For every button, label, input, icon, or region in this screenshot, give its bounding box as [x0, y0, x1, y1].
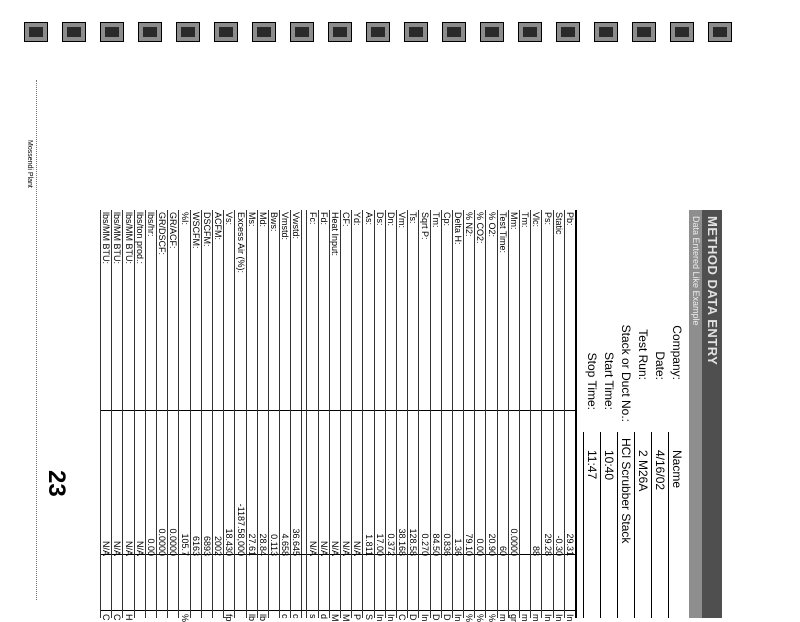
- row-label: Tm:: [430, 212, 441, 228]
- row-unit: D: [430, 614, 441, 621]
- binder-hole: [556, 22, 580, 42]
- company-value: Nacme: [670, 450, 684, 489]
- table-row: [178, 210, 190, 622]
- table-row: [190, 210, 201, 618]
- underline: [600, 432, 601, 618]
- row-label: Static: [553, 212, 564, 235]
- row-label: Vm:: [397, 212, 408, 229]
- table-row: [430, 210, 441, 621]
- row-value: N/A: [112, 540, 123, 556]
- underline: [668, 432, 669, 618]
- row-unit: m: [520, 614, 531, 622]
- table-row: [290, 210, 301, 618]
- row-label: WSCFM:: [190, 212, 201, 249]
- table-row: [201, 210, 212, 618]
- row-label: GR/DSCF:: [157, 212, 168, 256]
- row-label: lbs/ton prod.:: [134, 212, 145, 265]
- table-row: [441, 210, 452, 621]
- row-unit: In: [542, 614, 553, 622]
- row-unit: fp: [224, 614, 235, 622]
- row-label: Fd:: [318, 212, 329, 226]
- row-label: DSCFM:: [202, 212, 212, 247]
- row-unit: In: [565, 614, 575, 622]
- row-label: Yd:: [352, 212, 363, 226]
- underline: [617, 432, 618, 618]
- row-value: 0.0000: [509, 528, 520, 556]
- row-unit: %: [486, 614, 497, 622]
- row-value: 29.31: [565, 533, 575, 556]
- row-value: N/A: [318, 540, 329, 556]
- stack-field: [619, 210, 633, 422]
- table-row: [385, 210, 396, 622]
- row-unit: %: [464, 614, 475, 622]
- row-value: 4.658: [280, 533, 291, 556]
- table-row: [486, 210, 497, 622]
- table-row: [145, 210, 156, 618]
- row-label: Dn:: [386, 212, 396, 227]
- row-unit: lb: [257, 614, 268, 622]
- table-row: [123, 210, 134, 621]
- row-unit: m: [497, 614, 508, 622]
- stack-value: HCl Scrubber Stack: [619, 438, 633, 544]
- binder-hole: [594, 22, 618, 42]
- underline: [634, 432, 635, 618]
- side-note: Mossendi Plant: [26, 140, 33, 188]
- start-time-field: [602, 210, 616, 410]
- sheet-subtitle: Data Entered Like Example: [689, 210, 702, 618]
- table-row: [497, 210, 508, 622]
- row-label: Ps:: [542, 212, 553, 226]
- row-label: Ms:: [246, 212, 257, 227]
- row-label: Vmstd:: [280, 212, 291, 241]
- table-row: [553, 210, 564, 622]
- row-value: N/A: [352, 540, 363, 556]
- row-unit: In: [453, 614, 464, 622]
- row-value: 105.7: [179, 533, 190, 556]
- binder-hole: [708, 22, 732, 42]
- table-row: [246, 210, 257, 622]
- binder-hole: [366, 22, 390, 42]
- binder-hole: [138, 22, 162, 42]
- row-unit: H: [123, 614, 134, 621]
- row-unit: d: [318, 614, 329, 620]
- row-unit: gr: [509, 614, 520, 622]
- binder-hole: [632, 22, 656, 42]
- table-row: [541, 210, 553, 622]
- table-row: [329, 210, 341, 622]
- row-label: Cp:: [441, 212, 452, 227]
- row-value: 2002: [213, 535, 224, 556]
- stop-time-value: 11:47: [585, 450, 599, 480]
- page-number: 23: [43, 470, 70, 497]
- row-value: 0.836: [441, 533, 452, 556]
- row-value: 1.811: [363, 534, 374, 556]
- row-label: As:: [363, 212, 374, 226]
- row-value: N/A: [341, 540, 352, 556]
- row-value: -1187.58,000: [235, 503, 246, 556]
- start-time-value: 10:40: [602, 450, 616, 481]
- table-row: [134, 210, 145, 618]
- row-unit: s: [307, 614, 318, 619]
- table-row: [374, 210, 385, 622]
- binder-holes: [14, 12, 754, 42]
- row-label: Vs:: [224, 212, 235, 226]
- table-row: [508, 210, 520, 622]
- row-unit: c: [280, 614, 291, 619]
- binder-hole: [328, 22, 352, 42]
- row-value: 0.00: [475, 538, 486, 556]
- row-value: 38.168: [397, 528, 408, 556]
- binder-hole: [442, 22, 466, 42]
- row-value: 28.84: [257, 533, 268, 556]
- row-label: Ts:: [408, 212, 419, 224]
- row-unit: C: [101, 614, 112, 621]
- row-unit: %: [179, 614, 190, 622]
- row-label: Heat Input:: [330, 212, 341, 257]
- calculation-table: [100, 210, 577, 622]
- row-label: % CO2:: [475, 212, 486, 244]
- row-label: Tm:: [520, 212, 531, 228]
- table-row: [396, 210, 408, 621]
- table-row: [111, 210, 123, 621]
- row-unit: In: [386, 614, 396, 622]
- row-unit: In: [419, 614, 430, 622]
- row-value: 17.00: [374, 533, 385, 556]
- table-row: [351, 210, 363, 621]
- row-unit: lb: [246, 614, 257, 622]
- table-row: [307, 210, 318, 618]
- row-label: lbs/MM BTU:: [101, 212, 112, 265]
- binder-hole: [24, 22, 48, 42]
- start-time-label: Start Time:: [602, 351, 616, 410]
- row-unit: %: [475, 614, 486, 622]
- binder-hole: [290, 22, 314, 42]
- row-label: % N2:: [464, 212, 475, 237]
- row-unit: C: [112, 614, 123, 621]
- row-unit: m: [531, 614, 542, 622]
- table-row: [362, 210, 374, 621]
- row-value: 18.430: [224, 528, 235, 556]
- row-unit: In: [374, 614, 385, 622]
- row-label: lbs/hr:: [146, 212, 157, 237]
- row-label: lbs/MM BTU:: [112, 212, 123, 265]
- row-label: Sqrt P:: [419, 212, 430, 240]
- row-label: %I:: [179, 212, 190, 226]
- row-value: 60: [497, 545, 508, 556]
- margin-dots: [36, 80, 41, 600]
- row-label: Delta H:: [453, 212, 464, 245]
- row-unit: In: [553, 614, 564, 622]
- table-row: [452, 210, 464, 622]
- row-value: 36.645: [291, 528, 302, 556]
- table-row: [223, 210, 235, 622]
- stop-time-field: [585, 210, 599, 410]
- row-label: Md:: [257, 212, 268, 228]
- binder-hole: [518, 22, 542, 42]
- row-value: N/A: [123, 540, 134, 556]
- row-label: Fc:: [307, 212, 318, 225]
- row-value: 6163: [190, 535, 201, 556]
- date-field: [653, 210, 667, 380]
- table-row: [279, 210, 290, 618]
- table-row: [340, 210, 352, 622]
- row-label: Mm:: [509, 212, 520, 230]
- binder-hole: [176, 22, 200, 42]
- date-label: Date:: [653, 351, 667, 380]
- row-label: CF:: [341, 212, 352, 227]
- row-value: 0.00: [146, 538, 157, 556]
- table-row: [212, 210, 223, 618]
- underline: [651, 432, 652, 618]
- row-label: Bws:: [269, 212, 280, 232]
- row-value: 0.113: [269, 534, 280, 556]
- stop-time-label: Stop Time:: [585, 352, 599, 410]
- company-field: [670, 210, 684, 380]
- row-value: 29.28: [542, 533, 553, 556]
- row-value: 20.90: [486, 533, 497, 556]
- binder-hole: [670, 22, 694, 42]
- test-run-label: Test Run:: [636, 329, 650, 380]
- binder-hole: [480, 22, 504, 42]
- row-value: 6893: [202, 535, 212, 556]
- row-label: Vlc:: [531, 212, 542, 228]
- row-label: lbs/MM BTU:: [123, 212, 134, 265]
- row-value: 79.10: [464, 533, 475, 556]
- binder-hole: [62, 22, 86, 42]
- table-row: [418, 210, 430, 622]
- row-label: % O2:: [486, 212, 497, 238]
- row-value: 0.0000: [168, 528, 179, 556]
- table-row: [564, 210, 575, 622]
- row-label: Excess Air (%):: [235, 212, 246, 274]
- row-value: N/A: [330, 540, 341, 556]
- row-value: 84.50: [430, 533, 441, 556]
- company-label: Company:: [670, 325, 684, 380]
- table-row: [519, 210, 531, 622]
- table-row: [407, 210, 419, 621]
- binder-hole: [100, 22, 124, 42]
- row-label: GR/ACF:: [168, 212, 179, 249]
- row-value: N/A: [134, 540, 145, 556]
- row-label: Pb:: [565, 212, 575, 226]
- row-unit: D: [408, 614, 419, 621]
- binder-hole: [404, 22, 428, 42]
- table-row: [530, 210, 542, 622]
- row-value: N/A: [101, 540, 112, 556]
- data-entry-sheet: [101, 210, 722, 622]
- row-label: Vwstd:: [291, 212, 302, 240]
- row-value: 88: [531, 545, 542, 556]
- row-value: 27.61: [246, 533, 257, 556]
- row-unit: M: [341, 614, 352, 622]
- table-row: [463, 210, 475, 622]
- row-unit: C: [397, 614, 408, 621]
- row-label: ACFM:: [213, 212, 224, 240]
- table-row: [156, 210, 167, 618]
- table-row: [268, 210, 279, 618]
- row-label: Ds:: [374, 212, 385, 226]
- table-row: [257, 210, 268, 622]
- row-value: 0.0000: [157, 528, 168, 556]
- table-row: [234, 210, 245, 618]
- row-value: 128.58: [408, 528, 419, 556]
- test-run-value: 2 M26A: [636, 450, 650, 492]
- row-value: 0.372: [386, 533, 396, 556]
- table-row: [318, 210, 329, 618]
- table-row: [167, 210, 178, 618]
- stack-label: Stack or Duct No.:: [619, 324, 633, 422]
- binder-hole: [252, 22, 276, 42]
- sheet-title: METHOD DATA ENTRY: [702, 210, 722, 618]
- row-unit: P: [352, 614, 363, 621]
- row-unit: M: [330, 614, 341, 622]
- date-value: 4/16/02: [653, 450, 667, 491]
- row-unit: S: [363, 614, 374, 621]
- row-unit: c: [291, 614, 302, 619]
- row-value: N/A: [307, 540, 318, 556]
- row-label: Test Time:: [497, 212, 508, 254]
- row-value: 1.36: [453, 538, 464, 556]
- row-unit: D: [441, 614, 452, 621]
- row-value: -0.30: [553, 535, 564, 556]
- table-row: [474, 210, 486, 622]
- binder-hole: [214, 22, 238, 42]
- table-row: [100, 210, 112, 621]
- row-value: 0.270: [419, 533, 430, 556]
- underline: [583, 432, 584, 618]
- test-run-field: [636, 210, 650, 380]
